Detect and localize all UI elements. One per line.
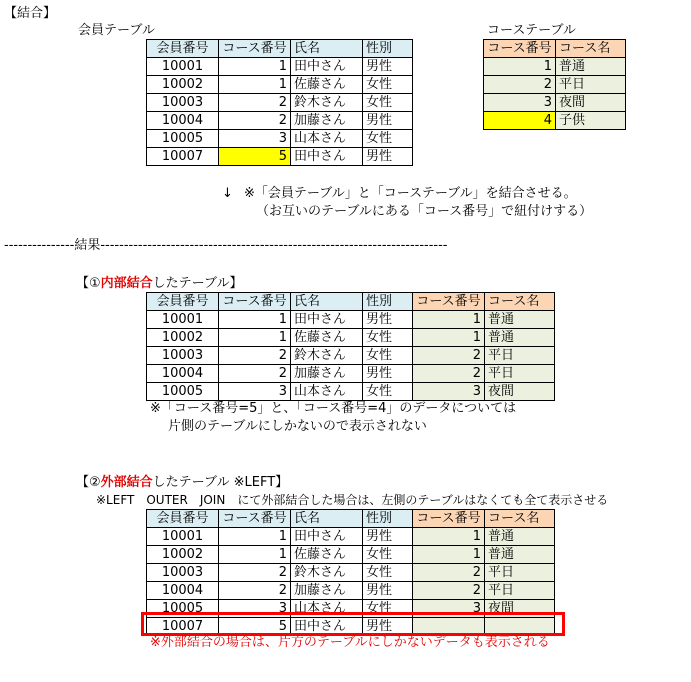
table-cell: 平日 <box>485 564 555 582</box>
header-cell: 氏名 <box>291 510 363 528</box>
header-cell: コース番号 <box>413 293 485 311</box>
outer-join-subnote: ※LEFT OUTER JOIN にて外部結合した場合は、左側のテーブルはなくても全て表示させる <box>96 493 609 507</box>
table-cell: 田中さん <box>291 618 363 636</box>
table-cell: 10001 <box>147 311 219 329</box>
outer-join-title-prefix: 【② <box>76 475 101 490</box>
header-cell: コース名 <box>556 40 626 58</box>
header-cell: 性別 <box>363 293 413 311</box>
table-header-row <box>147 510 555 528</box>
table-cell: 田中さん <box>291 148 363 166</box>
header-cell: 性別 <box>363 40 413 58</box>
table-row <box>147 58 413 76</box>
table-cell: 平日 <box>556 76 626 94</box>
table-cell: 男性 <box>363 112 413 130</box>
table-cell: 佐藤さん <box>291 329 363 347</box>
table-cell: 女性 <box>363 76 413 94</box>
table-cell: 1 <box>219 76 291 94</box>
table-row <box>147 94 413 112</box>
table-cell: 1 <box>413 329 485 347</box>
table-cell: 2 <box>484 76 556 94</box>
inner-join-title <box>76 276 243 292</box>
header-cell: コース番号 <box>413 510 485 528</box>
member-table-label: 会員テーブル <box>78 23 155 38</box>
table-cell: 10003 <box>147 564 219 582</box>
table-row <box>147 365 555 383</box>
table-cell: 3 <box>219 600 291 618</box>
table-cell: 10002 <box>147 329 219 347</box>
table-cell: 10002 <box>147 546 219 564</box>
table-cell: 10005 <box>147 600 219 618</box>
table-row <box>147 148 413 166</box>
table-row <box>484 76 626 94</box>
inner-join-title-prefix: 【① <box>76 276 101 291</box>
table-cell: 夜間 <box>485 383 555 401</box>
result-divider: ---------------結果-------------------------------------------------------------------------- <box>4 238 448 253</box>
table-cell: 夜間 <box>485 600 555 618</box>
table-cell: 1 <box>219 311 291 329</box>
table-row <box>147 582 555 600</box>
table-row <box>147 130 413 148</box>
table-cell: 3 <box>219 383 291 401</box>
table-cell: 2 <box>413 365 485 383</box>
table-cell: 男性 <box>363 58 413 76</box>
outer-join-highlight-box <box>141 612 565 636</box>
table-cell: 2 <box>219 564 291 582</box>
table-cell: 1 <box>484 58 556 76</box>
outer-join-title-emphasis: 外部結合 <box>100 475 153 490</box>
table-cell: 女性 <box>363 347 413 365</box>
inner-join-note2: 片側のテーブルにしかないので表示されない <box>168 419 427 434</box>
table-row <box>147 383 555 401</box>
table-cell: 佐藤さん <box>291 76 363 94</box>
table-cell: 平日 <box>485 365 555 383</box>
header-cell: 氏名 <box>291 293 363 311</box>
table-cell: 10005 <box>147 383 219 401</box>
table-cell: 1 <box>413 311 485 329</box>
table-cell: 鈴木さん <box>291 564 363 582</box>
table-cell: 女性 <box>363 94 413 112</box>
table-row <box>147 329 555 347</box>
table-cell: 佐藤さん <box>291 546 363 564</box>
table-cell: 10004 <box>147 112 219 130</box>
table-cell: 女性 <box>363 329 413 347</box>
table-cell: 加藤さん <box>291 582 363 600</box>
header-cell: 会員番号 <box>147 293 219 311</box>
table-cell: 男性 <box>363 618 413 636</box>
table-cell: 鈴木さん <box>291 94 363 112</box>
table-cell: 田中さん <box>291 528 363 546</box>
table-cell: 1 <box>413 528 485 546</box>
table-row <box>147 546 555 564</box>
table-header-row <box>147 40 413 58</box>
inner-join-note1: ※「コース番号=5」と、「コース番号=4」のデータについては <box>150 401 517 416</box>
table-cell: 10005 <box>147 130 219 148</box>
table-cell: 加藤さん <box>291 365 363 383</box>
table-cell: 10001 <box>147 528 219 546</box>
table-cell: 1 <box>219 58 291 76</box>
table-cell: 10007 <box>147 618 219 636</box>
table-cell: 1 <box>413 546 485 564</box>
table-cell: 1 <box>219 546 291 564</box>
table-header-row <box>147 293 555 311</box>
table-cell: 田中さん <box>291 311 363 329</box>
join-note-line1: ※「会員テーブル」と「コーステーブル」を結合させる。 <box>244 186 577 201</box>
table-cell: 男性 <box>363 365 413 383</box>
table-cell: 2 <box>219 94 291 112</box>
table-cell: 普通 <box>485 528 555 546</box>
table-cell: 鈴木さん <box>291 347 363 365</box>
header-cell: 性別 <box>363 510 413 528</box>
table-cell: 2 <box>413 347 485 365</box>
table-cell: 3 <box>219 130 291 148</box>
inner-join-table <box>146 292 555 401</box>
table-cell: 子供 <box>556 112 626 130</box>
table-row <box>147 112 413 130</box>
table-cell: 3 <box>413 600 485 618</box>
header-cell: 会員番号 <box>147 510 219 528</box>
inner-join-title-emphasis: 内部結合 <box>100 276 153 291</box>
header-cell: コース番号 <box>219 510 291 528</box>
table-cell: 女性 <box>363 600 413 618</box>
table-cell: 男性 <box>363 582 413 600</box>
highlighted-cell: 5 <box>219 148 291 166</box>
table-cell: 夜間 <box>556 94 626 112</box>
outer-join-title-suffix: したテーブル ※LEFT】 <box>152 475 289 490</box>
table-row <box>147 76 413 94</box>
header-cell: 氏名 <box>291 40 363 58</box>
table-row <box>147 347 555 365</box>
table-cell: 10002 <box>147 76 219 94</box>
table-cell: 女性 <box>363 383 413 401</box>
table-row <box>484 112 626 130</box>
table-cell: 2 <box>219 112 291 130</box>
table-cell: 田中さん <box>291 58 363 76</box>
table-cell: 女性 <box>363 130 413 148</box>
table-cell: 2 <box>219 347 291 365</box>
table-row <box>484 58 626 76</box>
table-cell: 10003 <box>147 94 219 112</box>
table-cell: 10001 <box>147 58 219 76</box>
table-header-row <box>484 40 626 58</box>
table-cell: 男性 <box>363 148 413 166</box>
table-cell: 女性 <box>363 564 413 582</box>
table-cell: 山本さん <box>291 383 363 401</box>
table-cell: 10007 <box>147 148 219 166</box>
table-cell: 普通 <box>556 58 626 76</box>
table-row <box>147 528 555 546</box>
table-cell: 1 <box>219 329 291 347</box>
table-cell: 3 <box>484 94 556 112</box>
table-cell: 2 <box>413 582 485 600</box>
table-cell: 平日 <box>485 347 555 365</box>
table-cell: 1 <box>219 528 291 546</box>
table-cell: 3 <box>413 383 485 401</box>
header-cell: コース番号 <box>219 293 291 311</box>
table-row <box>147 311 555 329</box>
table-cell: 平日 <box>485 582 555 600</box>
course-table <box>483 39 626 130</box>
highlighted-cell: 4 <box>484 112 556 130</box>
table-cell: 男性 <box>363 528 413 546</box>
table-cell: 2 <box>219 582 291 600</box>
table-cell: 加藤さん <box>291 112 363 130</box>
section-title: 【結合】 <box>4 6 57 21</box>
table-cell: 普通 <box>485 311 555 329</box>
table-cell: 2 <box>219 365 291 383</box>
join-note-line2: （お互いのテーブルにある「コース番号」で紐付けする） <box>256 204 593 219</box>
header-cell: 会員番号 <box>147 40 219 58</box>
table-cell: 普通 <box>485 329 555 347</box>
header-cell: コース番号 <box>219 40 291 58</box>
header-cell: コース名 <box>485 510 555 528</box>
table-cell: 普通 <box>485 546 555 564</box>
table-row <box>147 564 555 582</box>
member-table <box>146 39 413 166</box>
table-cell: 男性 <box>363 311 413 329</box>
outer-join-footnote: ※外部結合の場合は、片方のテーブルにしかないデータも表示される <box>150 635 550 650</box>
header-cell: コース名 <box>485 293 555 311</box>
inner-join-title-suffix: したテーブル】 <box>152 276 243 291</box>
table-cell: 女性 <box>363 546 413 564</box>
table-cell: 10004 <box>147 582 219 600</box>
course-table-label: コーステーブル <box>487 23 576 38</box>
table-row <box>484 94 626 112</box>
header-cell: コース番号 <box>484 40 556 58</box>
table-cell: 10003 <box>147 347 219 365</box>
table-cell: 山本さん <box>291 600 363 618</box>
down-arrow-icon: ↓ <box>222 186 233 201</box>
outer-join-title <box>76 475 288 491</box>
table-cell: 10004 <box>147 365 219 383</box>
table-cell: 山本さん <box>291 130 363 148</box>
table-cell: 5 <box>219 618 291 636</box>
table-cell: 2 <box>413 564 485 582</box>
